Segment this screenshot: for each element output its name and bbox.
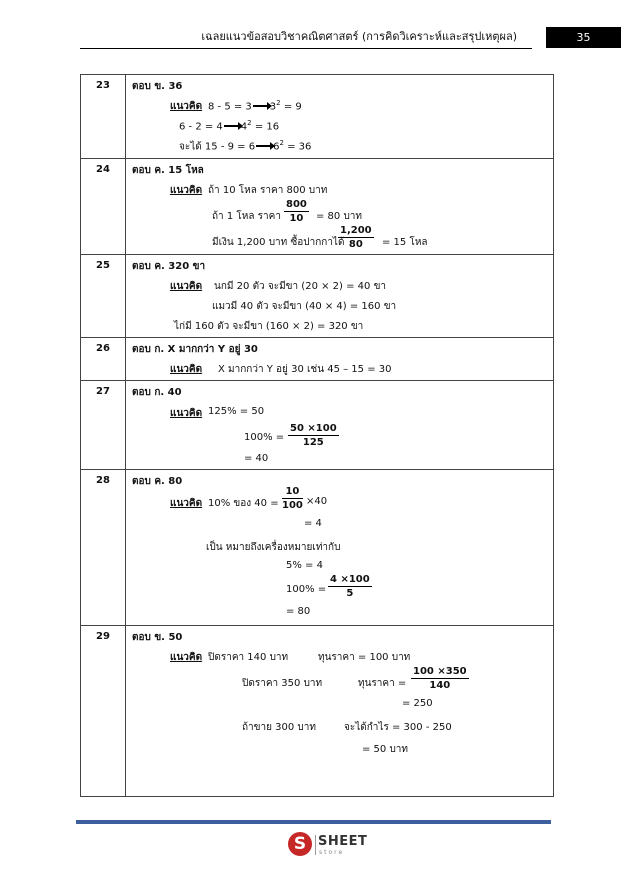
- answer-label: ตอบ ก. X มากกว่า Y อยู่ 30: [132, 344, 258, 355]
- fraction: $\frac{50 \times 100}{125}$: [290, 423, 337, 448]
- work-line: = 50 บาท: [362, 744, 409, 755]
- work-line: ถ้า 1 โหล ราคา: [212, 211, 281, 222]
- concept-label: แนวคิด: [170, 652, 203, 663]
- logo-text: SHEET: [318, 834, 368, 849]
- work-line: ไก่มี 160 ตัว จะมีขา (160 × 2) = 320 ขา: [174, 321, 364, 332]
- work-line: 6 - 2 = 4 $4^2 = 16$: [179, 119, 280, 133]
- work-line: 5% = 4: [286, 560, 323, 571]
- work-line: ถ้าขาย 300 บาท: [242, 722, 316, 733]
- work-line: จะได้กำไร = 300 - 250: [344, 722, 452, 733]
- table-row: [81, 626, 554, 797]
- work-line: 125% = 50: [208, 406, 265, 417]
- work-line: 100% =: [244, 432, 285, 443]
- question-number: 27: [81, 381, 126, 470]
- work-line: ×40: [306, 496, 328, 507]
- question-number: 25: [81, 255, 126, 338]
- concept-label: แนวคิด: [170, 185, 203, 196]
- question-number: 28: [81, 470, 126, 626]
- concept-label: แนวคิด: [170, 364, 203, 375]
- running-header-title: เฉลยแนวข้อสอบวิชาคณิตศาสตร์ (การคิดวิเคราะห์และสรุปเหตุผล): [201, 30, 517, 43]
- work-line: แมวมี 40 ตัว จะมีขา (40 × 4) = 160 ขา: [212, 301, 397, 312]
- work-line: = 250: [402, 698, 433, 709]
- page-number: 35: [546, 27, 621, 48]
- work-line: เป็น หมายถึงเครื่องหมายเท่ากับ: [206, 542, 341, 553]
- logo-divider: [315, 835, 316, 855]
- work-line: = 15 โหล: [382, 237, 428, 248]
- question-number: 24: [81, 159, 126, 255]
- logo-s-icon: S: [288, 832, 312, 856]
- work-line: ถ้า 10 โหล ราคา 800 บาท: [208, 185, 328, 196]
- answer-label: ตอบ ก. 40: [132, 387, 182, 398]
- answer-label: ตอบ ข. 36: [132, 81, 183, 92]
- work-line: = 80: [286, 606, 311, 617]
- work-line: ทุนราคา = 100 บาท: [318, 652, 411, 663]
- fraction: $\frac{10}{100}$: [282, 486, 303, 511]
- answer-label: ตอบ ค. 80: [132, 476, 183, 487]
- concept-label: แนวคิด: [170, 408, 203, 419]
- table-row: [81, 255, 554, 338]
- table-row: [81, 75, 554, 159]
- fraction: $\frac{100 \times 350}{140}$: [413, 666, 467, 691]
- arrow-icon: [256, 145, 272, 147]
- question-number: 26: [81, 338, 126, 381]
- sheet-store-logo: [288, 832, 378, 860]
- fraction: $\frac{1,200}{80}$: [340, 225, 372, 250]
- answer-label: ตอบ ค. 320 ขา: [132, 261, 206, 272]
- answer-table: [80, 74, 554, 797]
- table-row: [81, 338, 554, 381]
- arrow-icon: [253, 105, 269, 107]
- answer-label: ตอบ ข. 50: [132, 632, 183, 643]
- concept-label: แนวคิด: [170, 281, 203, 292]
- question-number: 29: [81, 626, 126, 797]
- work-line: = 80 บาท: [316, 211, 363, 222]
- logo-subtext: store: [319, 849, 345, 856]
- concept-label: แนวคิด: [170, 101, 203, 112]
- table-row: [81, 470, 554, 626]
- work-line: = 40: [244, 453, 269, 464]
- work-line: ปิดราคา 350 บาท: [242, 678, 323, 689]
- work-line: = 4: [304, 518, 322, 529]
- answer-label: ตอบ ค. 15 โหล: [132, 165, 204, 176]
- work-line: X มากกว่า Y อยู่ 30 เช่น 45 – 15 = 30: [218, 364, 392, 375]
- table-row: [81, 159, 554, 255]
- work-line: 8 - 5 = 3 $3^2 = 9$: [208, 99, 302, 113]
- work-line: นกมี 20 ตัว จะมีขา (20 × 2) = 40 ขา: [214, 281, 387, 292]
- concept-label: แนวคิด: [170, 498, 203, 509]
- work-line: 10% ของ 40 =: [208, 498, 279, 509]
- work-line: จะได้ 15 - 9 = 6 $6^2 = 36$: [179, 139, 312, 153]
- arrow-icon: [224, 125, 240, 127]
- work-line: 100% =: [286, 584, 327, 595]
- work-line: ทุนราคา =: [358, 678, 407, 689]
- fraction: $\frac{4 \times 100}{5}$: [330, 574, 370, 599]
- table-row: [81, 381, 554, 470]
- header-rule: [80, 48, 532, 49]
- work-line: ปิดราคา 140 บาท: [208, 652, 289, 663]
- work-line: มีเงิน 1,200 บาท ซื้อปากกาได้: [212, 237, 345, 248]
- fraction: $\frac{800}{10}$: [286, 199, 307, 224]
- footer-bar: [76, 820, 551, 824]
- question-number: 23: [81, 75, 126, 159]
